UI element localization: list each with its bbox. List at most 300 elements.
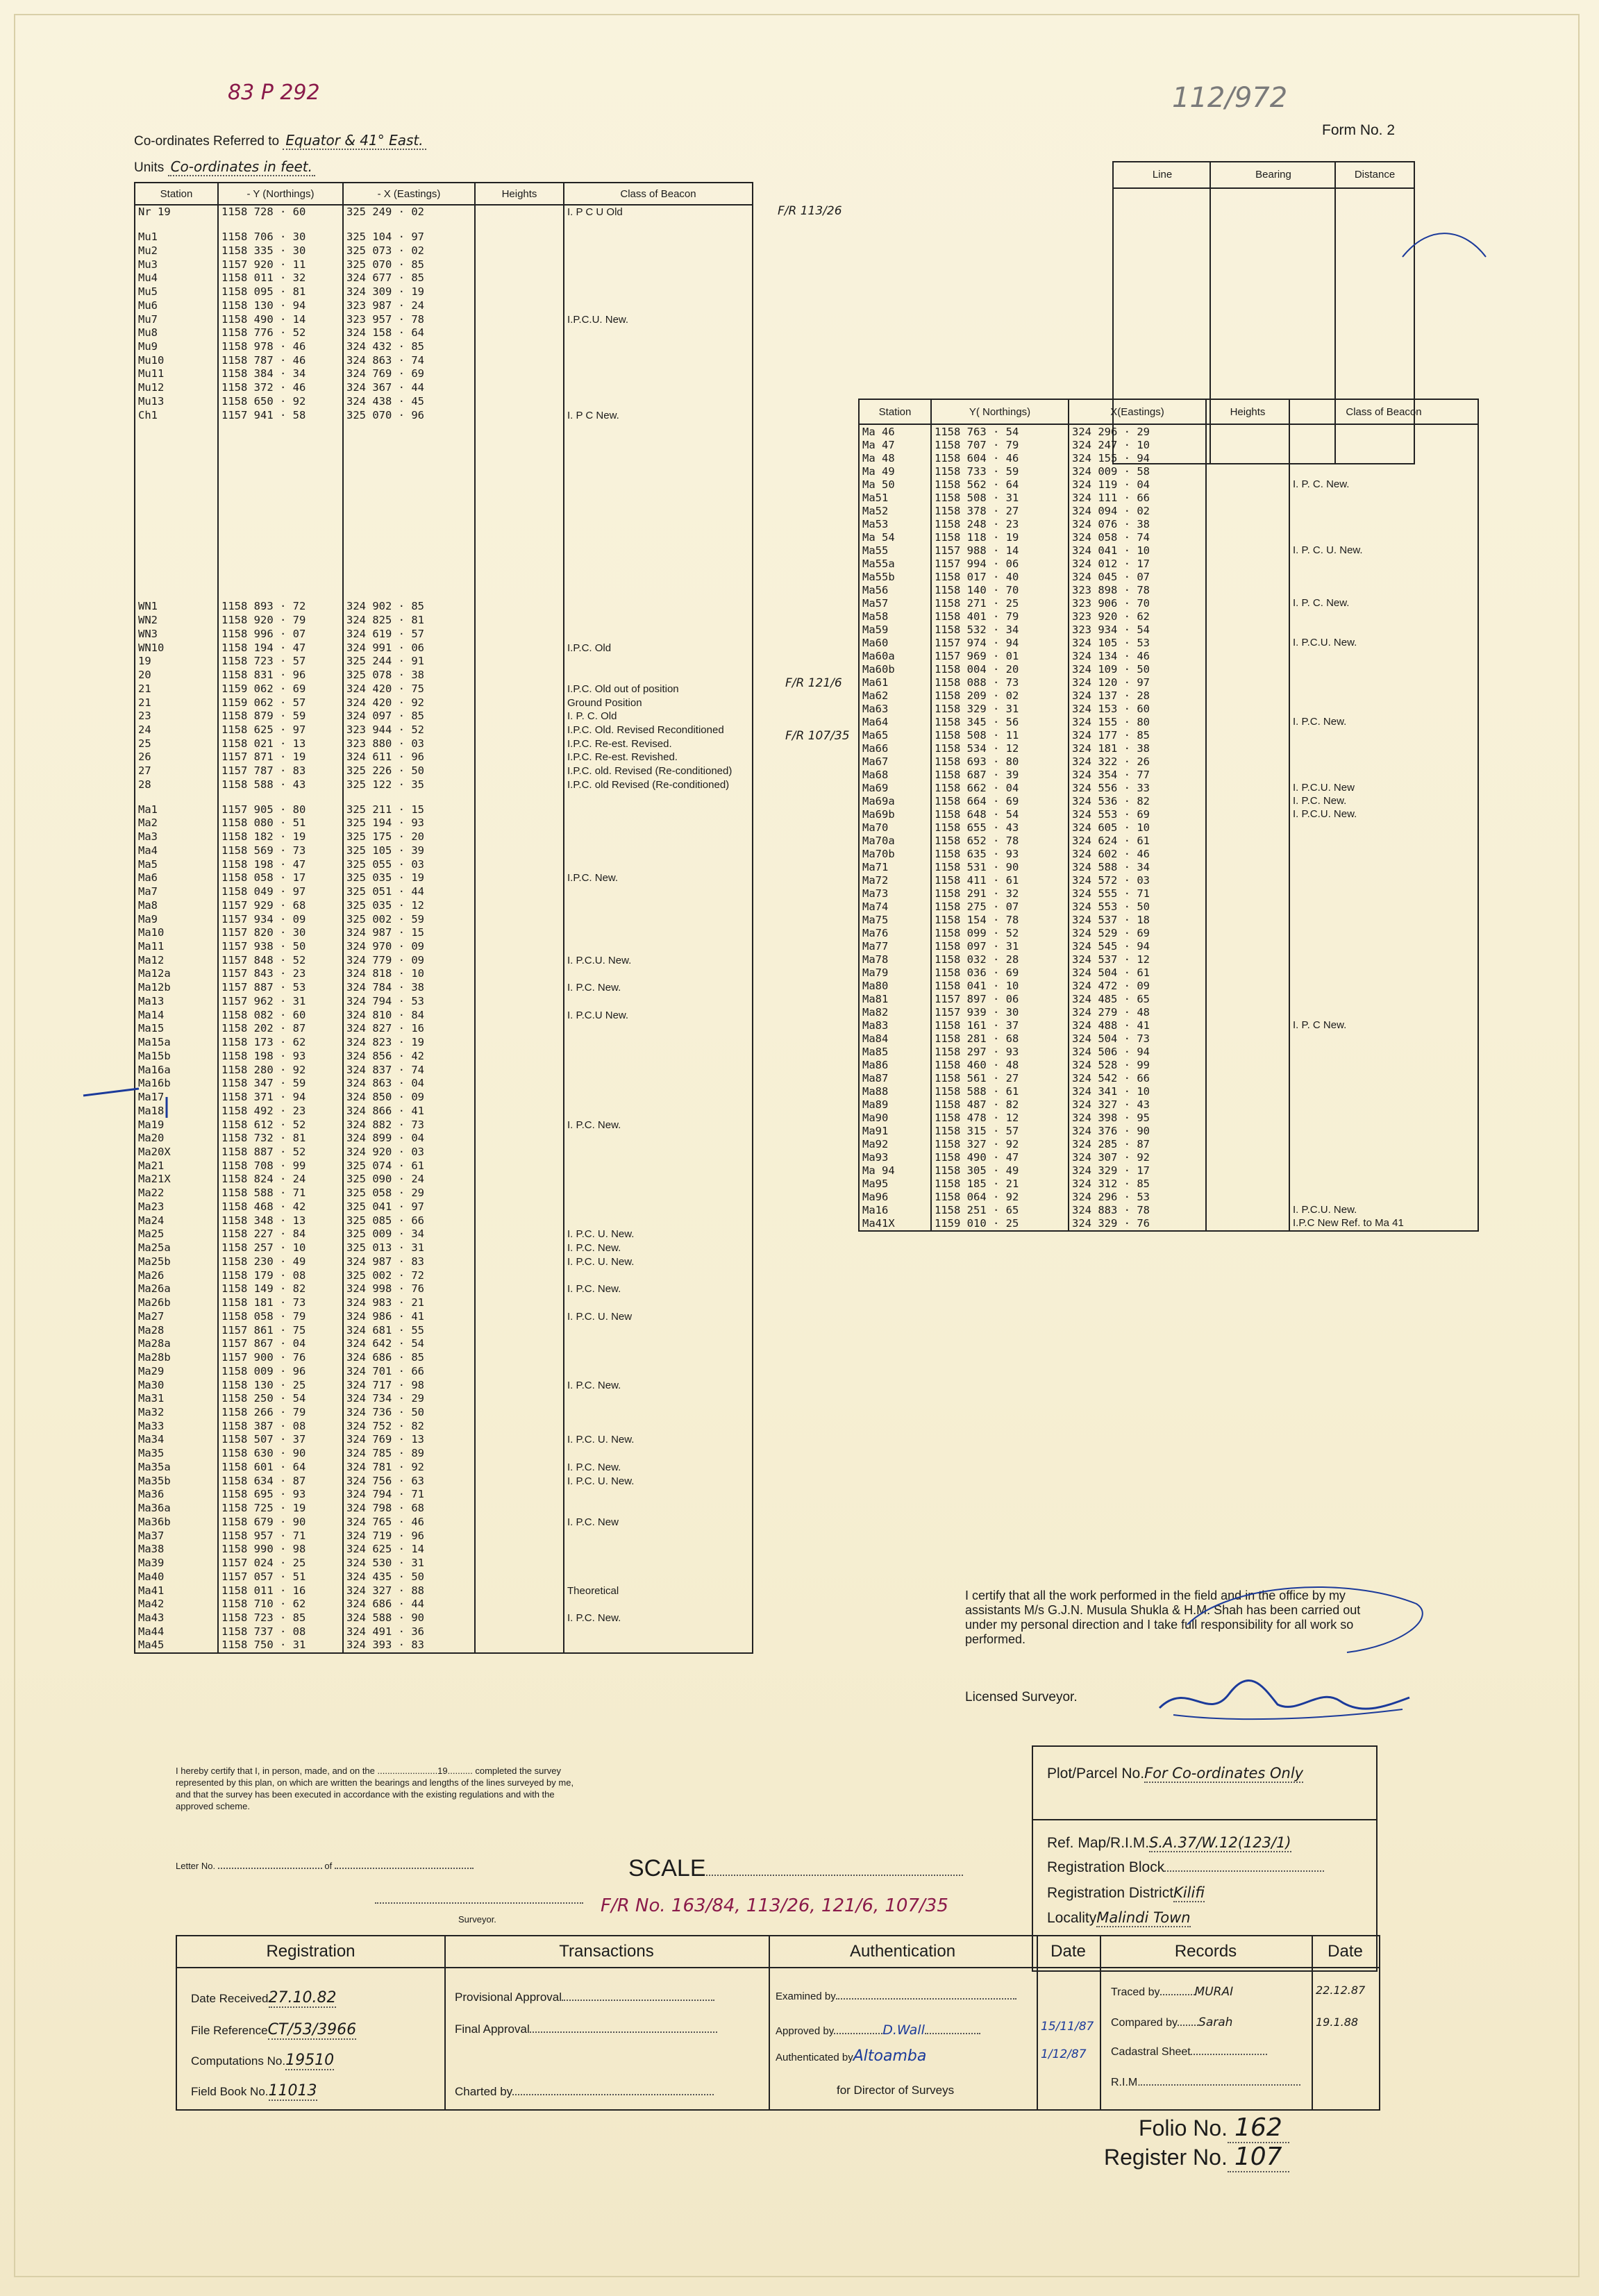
northing-cell: 1158 097 · 31 (931, 940, 1069, 953)
height-cell (475, 1378, 564, 1392)
easting-cell: 324 309 · 19 (343, 285, 475, 299)
easting-cell: 325 051 · 44 (343, 885, 475, 899)
computations-row: Computations No.19510 (191, 2052, 335, 2069)
table2-row (859, 980, 1478, 993)
northing-cell: 1158 194 · 47 (218, 641, 343, 655)
beacon-class-cell (1289, 557, 1478, 570)
northing-cell: 1158 588 · 61 (931, 1085, 1069, 1098)
easting-cell: 324 987 · 15 (343, 926, 475, 940)
easting-cell: 324 058 · 74 (1069, 530, 1206, 544)
beacon-class-cell (564, 830, 753, 844)
height-cell (475, 1200, 564, 1214)
station-cell: Ma88 (859, 1085, 931, 1098)
northing-cell: 1157 974 · 94 (931, 636, 1069, 649)
height-cell (1206, 517, 1289, 530)
height-cell (475, 555, 564, 567)
beacon-class-cell (1289, 953, 1478, 966)
height-cell (1206, 1217, 1289, 1231)
easting-cell: 324 588 · 34 (1069, 861, 1206, 874)
station-cell: Ma89 (859, 1098, 931, 1112)
units-value: Co-ordinates in feet. (168, 158, 315, 176)
height-cell (475, 885, 564, 899)
easting-cell: 324 987 · 83 (343, 1255, 475, 1269)
station-cell: Ma69b (859, 807, 931, 821)
station-cell: Ma1 (135, 803, 218, 816)
easting-cell: 324 686 · 85 (343, 1351, 475, 1365)
table1-row (135, 1132, 753, 1146)
table1-row (135, 1406, 753, 1420)
beacon-class-cell: Theoretical (564, 1584, 753, 1598)
station-cell: Ma39 (135, 1557, 218, 1570)
t2-col-class-of-beacon: Class of Beacon (1289, 399, 1478, 424)
station-cell: 24 (135, 723, 218, 737)
table1-row (135, 1378, 753, 1392)
height-cell (1206, 1006, 1289, 1019)
northing-cell (218, 511, 343, 522)
height-cell (475, 1173, 564, 1187)
beacon-class-cell (564, 500, 753, 511)
col-eastings: - X (Eastings) (343, 183, 475, 205)
beacon-class-cell: I. P.C.U. New. (1289, 1204, 1478, 1217)
station-cell: Ma56 (859, 583, 931, 596)
height-cell (475, 1351, 564, 1365)
beacon-class-cell: I. P.C. New. (564, 1378, 753, 1392)
height-cell (475, 231, 564, 244)
easting-cell: 324 736 · 50 (343, 1406, 475, 1420)
hdr-date-2: Date (1328, 1942, 1363, 1961)
northing-cell: 1158 887 · 52 (218, 1146, 343, 1159)
height-cell (475, 967, 564, 981)
northing-cell: 1158 248 · 23 (931, 517, 1069, 530)
table1-row (135, 912, 753, 926)
beacon-class-cell: I. P.C. New. (1289, 715, 1478, 728)
easting-cell: 325 105 · 39 (343, 844, 475, 858)
beacon-class-cell: I. P.C. U. New. (564, 1474, 753, 1488)
northing-cell: 1158 652 · 78 (931, 834, 1069, 847)
table2-row (859, 741, 1478, 755)
beacon-class-cell: I.P.C. Re-est. Revised. (564, 737, 753, 751)
easting-cell: 324 296 · 29 (1069, 424, 1206, 438)
easting-cell: 324 837 · 74 (343, 1063, 475, 1077)
beacon-class-cell (564, 285, 753, 299)
height-cell (1206, 662, 1289, 676)
height-cell (475, 710, 564, 723)
beacon-class-cell (1289, 940, 1478, 953)
height-cell (475, 219, 564, 231)
height-cell (475, 1132, 564, 1146)
table1-row (135, 271, 753, 285)
table2-row (859, 768, 1478, 781)
table1-row (135, 885, 753, 899)
height-cell (1206, 530, 1289, 544)
northing-cell: 1158 266 · 79 (218, 1406, 343, 1420)
easting-cell: 325 090 · 24 (343, 1173, 475, 1187)
col-distance: Distance (1354, 169, 1396, 181)
easting-cell: 324 488 · 41 (1069, 1019, 1206, 1032)
easting-cell: 323 920 · 62 (1069, 610, 1206, 623)
height-cell (475, 1050, 564, 1064)
northing-cell: 1158 372 · 46 (218, 381, 343, 395)
height-cell (1206, 900, 1289, 914)
station-cell: Ma42 (135, 1598, 218, 1611)
easting-cell: 324 134 · 46 (1069, 649, 1206, 662)
authenticated-date: 1/12/87 (1041, 2047, 1087, 2061)
height-cell (475, 926, 564, 940)
northing-cell (218, 478, 343, 489)
station-cell: Ma86 (859, 1059, 931, 1072)
registration-box (176, 1935, 1380, 2111)
beacon-class-cell: I. P.C. New. (564, 1611, 753, 1625)
station-cell: Ma76 (859, 927, 931, 940)
table2-row (859, 848, 1478, 861)
scale-label: SCALE (628, 1855, 706, 1882)
height-cell (475, 1392, 564, 1406)
table2-row (859, 927, 1478, 940)
table1-row (135, 1159, 753, 1173)
station-cell: Ma23 (135, 1200, 218, 1214)
station-cell: Ma3 (135, 830, 218, 844)
height-cell (475, 1296, 564, 1310)
station-cell: Ma29 (135, 1364, 218, 1378)
height-cell (475, 641, 564, 655)
table2-row (859, 610, 1478, 623)
northing-cell: 1158 562 · 64 (931, 478, 1069, 491)
traced-by-row: Traced by MURAI (1111, 1985, 1234, 1999)
height-cell (1206, 741, 1289, 755)
northing-cell: 1158 534 · 12 (931, 741, 1069, 755)
station-cell: Ma36a (135, 1502, 218, 1516)
station-cell (135, 455, 218, 467)
beacon-class-cell: I.P.C. Re-est. Revished. (564, 751, 753, 764)
station-cell: Ma28 (135, 1323, 218, 1337)
height-cell (475, 511, 564, 522)
beacon-class-cell (1289, 530, 1478, 544)
station-cell: Ma18 (135, 1104, 218, 1118)
height-cell (475, 244, 564, 258)
station-cell: Mu10 (135, 353, 218, 367)
height-cell (1206, 636, 1289, 649)
station-cell: Ma44 (135, 1625, 218, 1639)
table1-row (135, 696, 753, 710)
station-cell: 21 (135, 696, 218, 710)
easting-cell: 325 035 · 19 (343, 871, 475, 885)
traced-date: 22.12.87 (1316, 1984, 1366, 1997)
beacon-class-cell (564, 422, 753, 433)
station-cell (135, 478, 218, 489)
easting-cell: 324 307 · 92 (1069, 1151, 1206, 1164)
height-cell (475, 500, 564, 511)
beacon-class-cell (564, 1063, 753, 1077)
height-cell (1206, 728, 1289, 741)
height-cell (475, 522, 564, 533)
easting-cell: 325 085 · 66 (343, 1214, 475, 1227)
station-cell: Ma41X (859, 1217, 931, 1231)
height-cell (475, 723, 564, 737)
station-cell (135, 544, 218, 555)
beacon-class-cell (1289, 491, 1478, 504)
easting-cell: 323 906 · 70 (1069, 596, 1206, 610)
beacon-class-cell (1289, 741, 1478, 755)
height-cell (475, 1241, 564, 1255)
northing-cell: 1158 011 · 16 (218, 1584, 343, 1598)
register-row: Register No. 107 (1104, 2143, 1289, 2172)
height-cell (475, 1433, 564, 1447)
easting-cell (343, 589, 475, 600)
easting-cell: 324 998 · 76 (343, 1282, 475, 1296)
easting-cell: 325 249 · 02 (343, 205, 475, 219)
table2-row (859, 1191, 1478, 1204)
northing-cell: 1158 064 · 92 (931, 1191, 1069, 1204)
station-cell: Ma35b (135, 1474, 218, 1488)
beacon-class-cell (1289, 702, 1478, 715)
table1-row (135, 1515, 753, 1529)
table1-row (135, 1022, 753, 1036)
height-cell (1206, 1032, 1289, 1046)
beacon-class-cell (564, 1173, 753, 1187)
northing-cell: 1157 848 · 52 (218, 953, 343, 967)
station-cell (135, 422, 218, 433)
northing-cell: 1157 929 · 68 (218, 898, 343, 912)
table2-row (859, 728, 1478, 741)
northing-cell: 1158 879 · 59 (218, 710, 343, 723)
height-cell (1206, 676, 1289, 689)
table2-row (859, 1112, 1478, 1125)
northing-cell: 1157 887 · 53 (218, 981, 343, 995)
northing-cell: 1158 490 · 47 (931, 1151, 1069, 1164)
easting-cell (343, 578, 475, 589)
northing-cell (218, 422, 343, 433)
height-cell (475, 816, 564, 830)
station-cell: Ma77 (859, 940, 931, 953)
easting-cell: 324 765 · 46 (343, 1515, 475, 1529)
northing-cell: 1158 058 · 17 (218, 871, 343, 885)
beacon-class-cell (564, 367, 753, 381)
northing-cell: 1158 032 · 28 (931, 953, 1069, 966)
height-cell (1206, 583, 1289, 596)
beacon-class-cell (564, 489, 753, 500)
height-cell (475, 1515, 564, 1529)
height-cell (475, 1611, 564, 1625)
northing-cell: 1158 723 · 85 (218, 1611, 343, 1625)
northing-cell: 1157 787 · 83 (218, 764, 343, 778)
beacon-class-cell (564, 1392, 753, 1406)
easting-cell: 325 104 · 97 (343, 231, 475, 244)
easting-cell: 323 987 · 24 (343, 299, 475, 312)
easting-cell: 324 472 · 09 (1069, 980, 1206, 993)
northing-cell (218, 444, 343, 455)
station-cell: Ma55a (859, 557, 931, 570)
station-cell: Ma2 (135, 816, 218, 830)
beacon-class-cell (564, 816, 753, 830)
station-cell: Ma22 (135, 1187, 218, 1200)
easting-cell: 324 794 · 71 (343, 1488, 475, 1502)
easting-cell: 324 572 · 03 (1069, 874, 1206, 887)
station-cell: Ma95 (859, 1178, 931, 1191)
easting-cell: 324 393 · 83 (343, 1639, 475, 1653)
station-cell: Ma91 (859, 1125, 931, 1138)
northing-cell: 1158 149 · 82 (218, 1282, 343, 1296)
station-cell: Ma35 (135, 1447, 218, 1461)
beacon-class-cell (1289, 848, 1478, 861)
northing-cell: 1158 710 · 62 (218, 1598, 343, 1611)
easting-cell: 325 055 · 03 (343, 857, 475, 871)
table2-row (859, 794, 1478, 807)
coordinates-referred-line (134, 132, 426, 150)
easting-cell: 324 785 · 89 (343, 1447, 475, 1461)
table1-row (135, 522, 753, 533)
t2-col-heights: Heights (1206, 399, 1289, 424)
easting-cell: 324 528 · 99 (1069, 1059, 1206, 1072)
station-cell: Ma82 (859, 1006, 931, 1019)
beacon-class-cell (564, 1268, 753, 1282)
beacon-class-cell: I. P C New. (564, 408, 753, 422)
height-cell (1206, 966, 1289, 980)
station-cell: 19 (135, 655, 218, 669)
beacon-class-cell (564, 326, 753, 340)
beacon-class-cell (564, 912, 753, 926)
easting-cell (343, 567, 475, 578)
station-cell (135, 589, 218, 600)
station-cell: 23 (135, 710, 218, 723)
charted-by-row: Charted by (455, 2085, 714, 2099)
northing-cell (218, 533, 343, 544)
beacon-class-cell (564, 1159, 753, 1173)
height-cell (1206, 1178, 1289, 1191)
beacon-class-cell: I. P.C. U. New (564, 1309, 753, 1323)
table1-row (135, 1296, 753, 1310)
beacon-class-cell (564, 1364, 753, 1378)
beacon-class-cell (564, 340, 753, 354)
station-cell: Ma26 (135, 1268, 218, 1282)
table1-row (135, 1419, 753, 1433)
height-cell (475, 1488, 564, 1502)
easting-cell: 324 717 · 98 (343, 1378, 475, 1392)
beacon-class-cell (1289, 504, 1478, 517)
easting-cell: 325 002 · 59 (343, 912, 475, 926)
height-cell (1206, 715, 1289, 728)
table2-row (859, 834, 1478, 847)
height-cell (1206, 570, 1289, 583)
beacon-class-cell (564, 1022, 753, 1036)
easting-cell (343, 500, 475, 511)
height-cell (1206, 781, 1289, 794)
height-cell (475, 682, 564, 696)
height-cell (475, 614, 564, 628)
table1-row (135, 381, 753, 395)
units-line (134, 158, 315, 176)
station-cell: Ma38 (135, 1543, 218, 1557)
height-cell (475, 1419, 564, 1433)
height-cell (475, 871, 564, 885)
height-cell (475, 1077, 564, 1091)
beacon-class-cell (1289, 1138, 1478, 1151)
easting-cell: 324 181 · 38 (1069, 741, 1206, 755)
beacon-class-cell (564, 478, 753, 489)
northing-cell (218, 489, 343, 500)
table2-row (859, 1072, 1478, 1085)
easting-cell: 325 175 · 20 (343, 830, 475, 844)
station-cell: 25 (135, 737, 218, 751)
easting-cell: 324 537 · 18 (1069, 914, 1206, 927)
table1-row (135, 751, 753, 764)
beacon-class-cell (564, 555, 753, 567)
table2-row (859, 821, 1478, 834)
station-cell: Ma28a (135, 1337, 218, 1351)
northing-cell: 1158 763 · 54 (931, 424, 1069, 438)
easting-cell: 324 784 · 38 (343, 981, 475, 995)
northing-cell (218, 555, 343, 567)
station-cell: Ma80 (859, 980, 931, 993)
northing-cell: 1158 508 · 31 (931, 491, 1069, 504)
easting-cell: 324 329 · 76 (1069, 1217, 1206, 1231)
easting-cell: 325 073 · 02 (343, 244, 475, 258)
station-cell (135, 433, 218, 444)
table1-row (135, 830, 753, 844)
northing-cell (218, 522, 343, 533)
station-cell (135, 578, 218, 589)
easting-cell: 324 991 · 06 (343, 641, 475, 655)
table1-row (135, 1543, 753, 1557)
northing-cell: 1158 487 · 82 (931, 1098, 1069, 1112)
height-cell (475, 912, 564, 926)
height-cell (475, 1063, 564, 1077)
rim-row: R.I.M. (1111, 2077, 1300, 2089)
table1-row (135, 1268, 753, 1282)
northing-cell: 1158 612 · 52 (218, 1118, 343, 1132)
height-cell (1206, 1138, 1289, 1151)
height-cell (475, 312, 564, 326)
easting-cell: 324 105 · 53 (1069, 636, 1206, 649)
table1-row (135, 682, 753, 696)
side-note-fr-121-6: F/R 121/6 (785, 676, 842, 690)
northing-cell: 1158 490 · 14 (218, 312, 343, 326)
beacon-class-cell: I. P.C. New. (564, 981, 753, 995)
beacon-class-cell (564, 444, 753, 455)
easting-cell (343, 544, 475, 555)
station-cell: Mu13 (135, 395, 218, 409)
beacon-class-cell (564, 219, 753, 231)
northing-cell: 1157 820 · 30 (218, 926, 343, 940)
height-cell (1206, 649, 1289, 662)
table2-row (859, 781, 1478, 794)
table1-row (135, 627, 753, 641)
surveyor-sign-label: Surveyor. (458, 1914, 496, 1925)
easting-cell: 324 327 · 43 (1069, 1098, 1206, 1112)
beacon-class-cell (564, 803, 753, 816)
northing-cell: 1157 900 · 76 (218, 1351, 343, 1365)
northing-cell: 1158 209 · 02 (931, 689, 1069, 702)
table1-row (135, 844, 753, 858)
table2-row (859, 451, 1478, 464)
station-cell: Ma55b (859, 570, 931, 583)
easting-cell: 324 137 · 28 (1069, 689, 1206, 702)
beacon-class-cell (564, 1036, 753, 1050)
station-cell (135, 522, 218, 533)
height-cell (1206, 623, 1289, 636)
easting-cell: 324 970 · 09 (343, 940, 475, 954)
table1-row (135, 600, 753, 614)
height-cell (1206, 1204, 1289, 1217)
beacon-class-cell: Ground Position (564, 696, 753, 710)
beacon-class-cell (564, 655, 753, 669)
easting-cell: 325 013 · 31 (343, 1241, 475, 1255)
height-cell (1206, 464, 1289, 478)
station-cell: Ma25 (135, 1227, 218, 1241)
table2-row (859, 807, 1478, 821)
height-cell (1206, 755, 1289, 768)
beacon-class-cell (564, 1187, 753, 1200)
table1-row (135, 641, 753, 655)
